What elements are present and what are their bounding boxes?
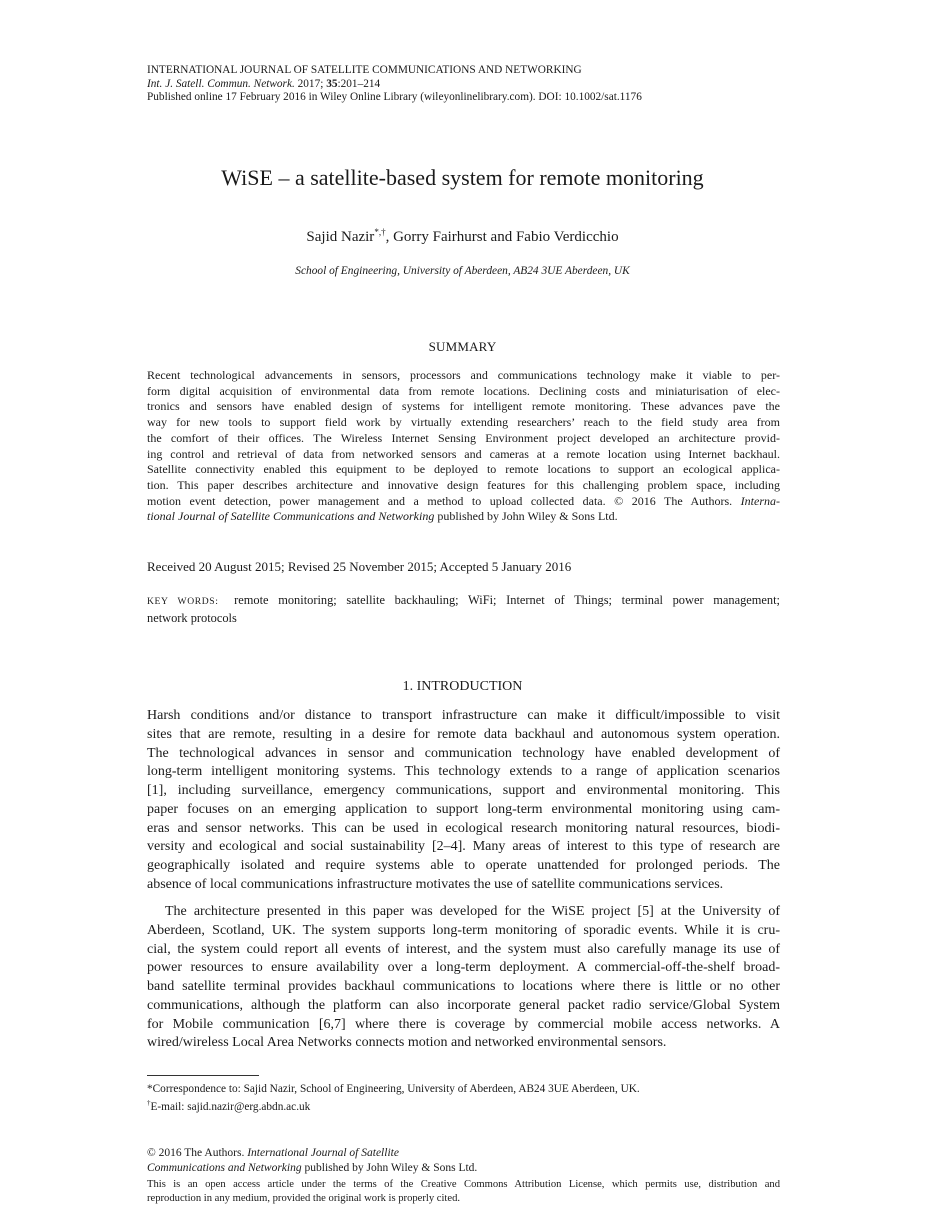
summary-line: tion. This paper describes architecture and innovative design features for this challenging problem space, including (147, 477, 780, 492)
intro-paragraph-1 (147, 707, 780, 895)
intro-paragraph-2 (147, 903, 780, 1053)
paper-authors (0, 227, 925, 246)
paragraph-line: absence of local communications infrastructure motivates the use of satellite communications services. (147, 876, 724, 892)
summary-line: ing control and retrieval of data from networked sensors and cameras at a remote location using Internet backhaul. (147, 446, 780, 461)
received-dates: Received 20 August 2015; Revised 25 November 2015; Accepted 5 January 2016 (147, 559, 572, 574)
copyright-suffix: published by John Wiley & Sons Ltd. (301, 1162, 478, 1174)
paragraph-line: The technological advances in sensor and communication technology have enabled development of (147, 745, 780, 761)
summary-heading: SUMMARY (428, 339, 497, 354)
journal-name-italic-a: Interna- (740, 493, 780, 508)
summary-line: the comfort of their offices. The Wireless Internet Sensing Environment project developed an architecture provid- (147, 430, 780, 445)
paragraph-line: for Mobile communication [6,7] where there is coverage by commercial mobile access networks. A (147, 1016, 780, 1032)
email-text: E-mail: sajid.nazir@erg.abdn.ac.uk (150, 1100, 311, 1113)
correspondence-footnote: *Correspondence to: Sajid Nazir, School of Engineering, University of Aberdeen, AB24 3UE Aberdeen, UK. (147, 1083, 640, 1095)
paragraph-line: Harsh conditions and/or distance to transport infrastructure can make it difficult/impossible to visit (147, 708, 780, 723)
journal-name-italic-b: tional Journal of Satellite Communications and Networking (147, 509, 435, 524)
paragraph-line: versity and ecological and social sustainability [2–4]. Many areas of interest to this type of research are (147, 839, 780, 855)
keywords (147, 592, 780, 626)
paragraph-line: eras and sensor networks. This can be used in ecological research monitoring natural resources, biodi- (147, 820, 780, 836)
paragraph-line: power resources to ensure availability over a long-term deployment. A commercial-off-the-shelf broad- (147, 960, 780, 976)
keywords-list-2: network protocols (147, 611, 237, 625)
paragraph-line: The architecture presented in this paper was developed for the WiSE project [5] at the University of (165, 904, 780, 919)
introduction-heading: 1. INTRODUCTION (402, 679, 523, 694)
summary-publisher: published by John Wiley & Sons Ltd. (434, 509, 618, 524)
copyright-notice (147, 1146, 477, 1176)
copyright-prefix: © 2016 The Authors. (147, 1147, 245, 1159)
keywords-label: KEY WORDS: (147, 596, 219, 607)
affiliation: School of Engineering, University of Aberdeen, AB24 3UE Aberdeen, UK (295, 265, 630, 277)
email-mark: † (147, 1099, 151, 1107)
paper-title: WiSE – a satellite-based system for remote monitoring (221, 165, 704, 190)
journal-citation (147, 78, 642, 92)
license-line: This is an open access article under the terms of the Creative Commons Attribution License, which permits use, distribution and (147, 1179, 780, 1190)
first-author: Sajid Nazir (306, 229, 375, 245)
paragraph-line: band satellite terminal provides backhaul communications to locations where there is little or no other (147, 979, 780, 994)
email-footnote (147, 1097, 310, 1115)
other-authors: , Gorry Fairhurst and Fabio Verdicchio (385, 229, 619, 245)
summary-line: Satellite connectivity enabled this equipment to be deployed to remote locations to support an ecological applica- (147, 462, 780, 477)
paragraph-line: wired/wireless Local Area Networks connects motion and networked environmental sensors. (147, 1035, 667, 1051)
summary-line: Recent technological advancements in sensors, processors and communications technology make it viable to per- (147, 368, 780, 382)
paragraph-line: cial, the system could report all events of interest, and the system must also carefully manage its use of (147, 941, 780, 957)
citation-pages: :201–214 (337, 77, 381, 90)
paragraph-line: long-term intelligent monitoring systems. This technology extends to a range of application scenarios (147, 764, 780, 780)
journal-name: INTERNATIONAL JOURNAL OF SATELLITE COMMUNICATIONS AND NETWORKING (147, 64, 582, 76)
copyright-journal-1: International Journal of Satellite (247, 1147, 399, 1159)
summary-line (147, 494, 780, 510)
journal-header (147, 64, 642, 105)
author-marks: *,† (374, 227, 386, 237)
copyright-journal-2: Communications and Networking (147, 1162, 302, 1174)
summary-text (147, 368, 780, 525)
citation-abbrev: Int. J. Satell. Commun. Network. (147, 77, 295, 90)
keywords-line (147, 592, 780, 610)
summary-line: way for new tools to support field work by virtually extending researchers’ reach to the field study area from (147, 415, 780, 430)
citation-year: 2017; (297, 77, 324, 90)
license-line: reproduction in any medium, provided the original work is properly cited. (147, 1192, 461, 1204)
summary-line-9-text: motion event detection, power management and a method to upload collected data. © 2016 The Authors. (147, 493, 733, 508)
summary-line: tronics and sensors have enabled design of systems for intelligent remote monitoring. These advances pave the (147, 399, 780, 414)
published-line: Published online 17 February 2016 in Wiley Online Library (wileyonlinelibrary.com). DOI: 10.1002/sat.1176 (147, 91, 642, 104)
license-notice (147, 1178, 780, 1205)
summary-line: form digital acquisition of environmental data from remote locations. Declining costs and miniaturisation of elec- (147, 383, 780, 398)
paragraph-line: communications, although the platform can also incorporate general packet radio service/Global System (147, 997, 780, 1013)
paragraph-line: geographically isolated and require systems able to operate unattended for prolonged periods. The (147, 858, 780, 873)
copyright-line-2 (147, 1161, 477, 1176)
paragraph-line: [1], including surveillance, emergency communications, support and environmental monitoring. This (147, 783, 780, 798)
paragraph-line: sites that are remote, resulting in a desire for remote data backhaul and autonomous system operation. (147, 726, 780, 742)
footnote-divider (147, 1075, 259, 1076)
keywords-list-1: remote monitoring; satellite backhauling; WiFi; Internet of Things; terminal power management; (234, 593, 780, 607)
citation-volume: 35 (326, 77, 338, 90)
copyright-line-1 (147, 1146, 477, 1161)
paragraph-line: paper focuses on an emerging application to support long-term environmental monitoring using cam- (147, 801, 780, 817)
summary-line (147, 509, 780, 525)
paragraph-line: Aberdeen, Scotland, UK. The system supports long-term monitoring of sporadic events. While it is cru- (147, 922, 780, 938)
